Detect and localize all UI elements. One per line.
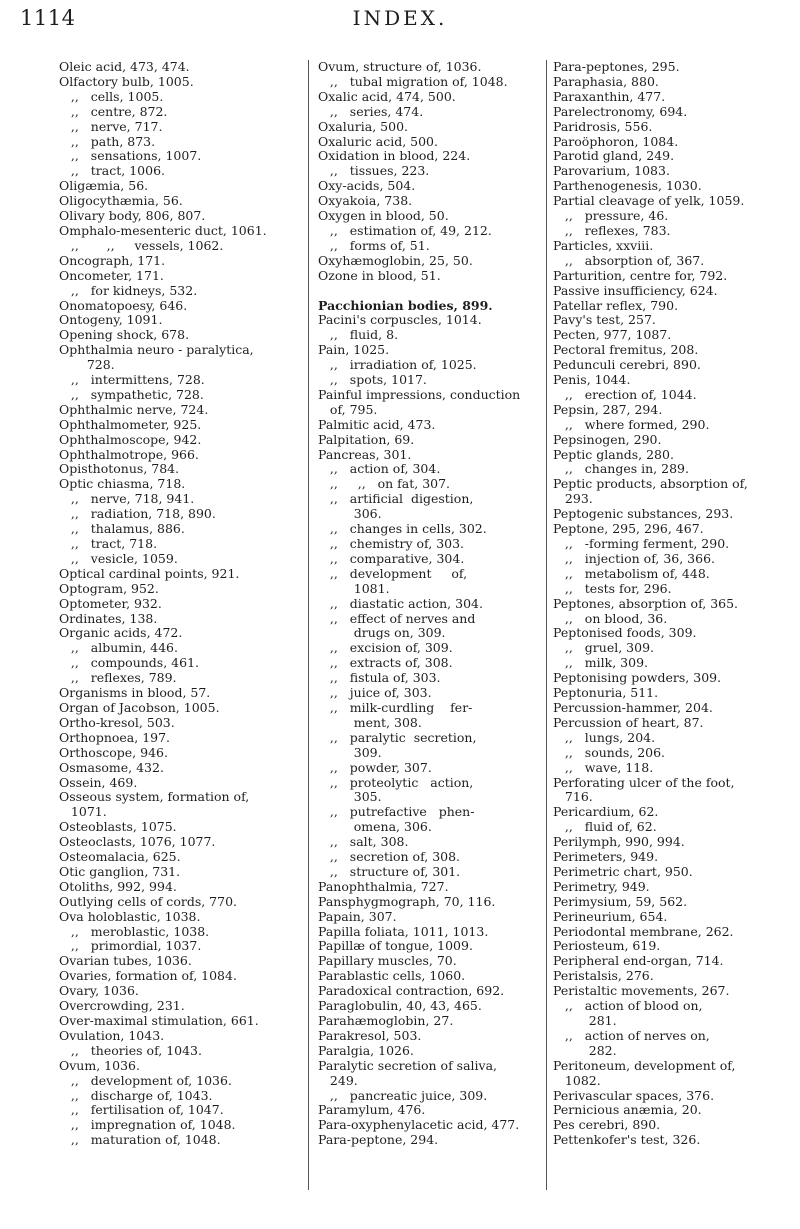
index-entry: Paradoxical contraction, 692. — [318, 983, 505, 999]
index-entry: ,, reflexes, 789. — [59, 670, 177, 686]
index-entry: Peptic products, absorption of, — [553, 476, 748, 492]
index-entry: ,, compounds, 461. — [59, 655, 199, 671]
index-entry: ,, artificial digestion, — [318, 491, 474, 507]
index-entry: Perforating ulcer of the foot, — [553, 774, 735, 790]
index-entry: ,, diastatic action, 304. — [318, 595, 483, 611]
index-entry: ,, impregnation of, 1048. — [59, 1117, 236, 1133]
index-entry: Oncometer, 171. — [59, 267, 164, 283]
index-entry: Optical cardinal points, 921. — [59, 565, 240, 581]
index-entry: Oxygen in blood, 50. — [318, 208, 449, 224]
index-entry: Pansphygmograph, 70, 116. — [318, 893, 496, 909]
index-entry: 309. — [318, 744, 382, 760]
index-entry: ,, gruel, 309. — [553, 640, 654, 656]
index-entry: Perineurium, 654. — [553, 908, 668, 924]
index-entry: ,, tubal migration of, 1048. — [318, 73, 508, 89]
index-entry: Pepsin, 287, 294. — [553, 401, 663, 417]
index-entry: Peripheral end-organ, 714. — [553, 953, 724, 969]
index-column-2 — [308, 60, 568, 1190]
index-entry: Pericardium, 62. — [553, 804, 659, 820]
index-entry: Overcrowding, 231. — [59, 998, 185, 1014]
index-entry: Oxyhæmoglobin, 25, 50. — [318, 252, 473, 268]
index-entry: ,, proteolytic action, — [318, 774, 474, 790]
index-entry: Optogram, 952. — [59, 580, 159, 596]
index-entry: Papillary muscles, 70. — [318, 953, 457, 969]
index-entry: Peptic glands, 280. — [553, 446, 674, 462]
index-entry: ,, extracts of, 308. — [318, 655, 453, 671]
index-entry: Percussion of heart, 87. — [553, 714, 704, 730]
index-entry: Olivary body, 806, 807. — [59, 208, 206, 224]
index-entry: ,, structure of, 301. — [318, 863, 461, 879]
index-entry: Patellar reflex, 790. — [553, 297, 679, 313]
index-entry: Opisthotonus, 784. — [59, 461, 180, 477]
index-entry: ,, paralytic secretion, — [318, 729, 477, 745]
index-entry: Paralytic secretion of saliva, — [318, 1057, 498, 1073]
index-entry: ,, discharge of, 1043. — [59, 1087, 213, 1103]
index-entry: ,, injection of, 36, 366. — [553, 550, 716, 566]
index-entry: Ozone in blood, 51. — [318, 267, 441, 283]
index-entry: Pedunculi cerebri, 890. — [553, 357, 701, 373]
index-entry: ,, pancreatic juice, 309. — [318, 1087, 488, 1103]
index-entry: Parthenogenesis, 1030. — [553, 178, 702, 194]
index-entry: Paraglobulin, 40, 43, 465. — [318, 998, 482, 1014]
index-entry: Peptone, 295, 296, 467. — [553, 521, 704, 537]
index-entry: ,, sounds, 206. — [553, 744, 666, 760]
index-entry: Omphalo-mesenteric duct, 1061. — [59, 222, 267, 238]
index-entry: Osteoclasts, 1076, 1077. — [59, 834, 216, 850]
index-entry: ,, milk, 309. — [553, 655, 648, 671]
index-entry: ,, changes in, 289. — [553, 461, 689, 477]
index-entry: ,, centre, 872. — [59, 103, 168, 119]
index-entry: Para-oxyphenylacetic acid, 477. — [318, 1117, 520, 1133]
index-entry: ,, estimation of, 49, 212. — [318, 222, 492, 238]
index-entry: ,, milk-curdling fer- — [318, 699, 473, 715]
index-entry: ,, action of nerves on, — [553, 1027, 710, 1043]
index-entry: ,, meroblastic, 1038. — [59, 923, 210, 939]
index-entry: Ova holoblastic, 1038. — [59, 908, 201, 924]
index-entry: Oxalic acid, 474, 500. — [318, 88, 456, 104]
index-entry: 282. — [553, 1042, 617, 1058]
index-entry: Palmitic acid, 473. — [318, 416, 436, 432]
index-entry: ,, comparative, 304. — [318, 550, 465, 566]
index-entry: ,, maturation of, 1048. — [59, 1132, 221, 1148]
index-entry: Panophthalmia, 727. — [318, 878, 449, 894]
index-entry: Percussion-hammer, 204. — [553, 699, 713, 715]
index-entry: ,, radiation, 718, 890. — [59, 506, 216, 522]
index-entry: Perimysium, 59, 562. — [553, 893, 688, 909]
index-entry: Pain, 1025. — [318, 342, 390, 358]
index-entry: Oligæmia, 56. — [59, 178, 149, 194]
index-entry: ,, erection of, 1044. — [553, 386, 697, 402]
index-entry: ,, ,, on fat, 307. — [318, 476, 451, 492]
index-entry: Over-maximal stimulation, 661. — [59, 1013, 259, 1028]
index-entry: Oligocythæmia, 56. — [59, 193, 183, 209]
index-entry: ,, for kidneys, 532. — [59, 282, 198, 298]
index-entry: Perimetric chart, 950. — [553, 863, 693, 879]
index-entry: Parahæmoglobin, 27. — [318, 1013, 454, 1028]
index-entry: Paramylum, 476. — [318, 1102, 426, 1118]
index-entry — [318, 284, 568, 299]
running-title: INDEX. — [352, 6, 448, 30]
index-entry: Pecten, 977, 1087. — [553, 327, 672, 343]
index-entry: ,, powder, 307. — [318, 759, 432, 775]
index-entry: ,, -forming ferment, 290. — [553, 536, 730, 551]
index-entry: ,, primordial, 1037. — [59, 938, 202, 954]
index-entry: ,, nerve, 717. — [59, 118, 163, 134]
index-entry: Oncograph, 171. — [59, 252, 166, 268]
index-entry: Paraphasia, 880. — [553, 73, 659, 89]
index-entry: ,, fluid, 8. — [318, 327, 399, 343]
index-entry: Perivascular spaces, 376. — [553, 1087, 715, 1103]
page-header — [0, 4, 800, 44]
index-entry: Particles, xxviii. — [553, 237, 654, 253]
index-entry: Parovarium, 1083. — [553, 163, 670, 179]
index-entry: Osteomalacia, 625. — [59, 849, 181, 865]
index-entry: 306. — [318, 506, 382, 522]
index-entry: Parelectronomy, 694. — [553, 103, 688, 119]
index-entry: ,, irradiation of, 1025. — [318, 357, 477, 373]
index-entry: Ovulation, 1043. — [59, 1027, 165, 1043]
index-entry: ,, secretion of, 308. — [318, 849, 461, 865]
index-entry: ,, sympathetic, 728. — [59, 386, 204, 402]
index-entry: 1081. — [318, 580, 390, 596]
index-entry: Paraxanthin, 477. — [553, 88, 666, 104]
index-entry: Perimetry, 949. — [553, 878, 650, 894]
index-column-1 — [59, 60, 344, 1148]
index-entry: Ortho-kresol, 503. — [59, 714, 175, 730]
index-entry: Penis, 1044. — [553, 372, 631, 388]
index-entry: 728. — [59, 357, 115, 373]
index-entry: ,, changes in cells, 302. — [318, 521, 487, 537]
index-entry: Parturition, centre for, 792. — [553, 267, 728, 283]
index-entry: Parablastic cells, 1060. — [318, 968, 466, 984]
index-entry: Oxidation in blood, 224. — [318, 148, 471, 164]
index-entry: Optometer, 932. — [59, 595, 162, 611]
index-entry: ,, tract, 1006. — [59, 163, 165, 179]
index-entry: Optic chiasma, 718. — [59, 476, 186, 492]
index-entry: Parakresol, 503. — [318, 1027, 422, 1043]
index-entry: ,, reflexes, 783. — [553, 222, 671, 238]
index-entry: Peristalsis, 276. — [553, 968, 654, 984]
index-entry: ,, wave, 118. — [553, 759, 654, 775]
index-entry: ,, development of, — [318, 565, 468, 581]
index-entry: Paroöphoron, 1084. — [553, 133, 679, 149]
index-entry: Papilla foliata, 1011, 1013. — [318, 923, 489, 939]
index-entry: ,, tissues, 223. — [318, 163, 430, 179]
index-entry: Peptonuria, 511. — [553, 685, 659, 701]
index-entry: Peristaltic movements, 267. — [553, 983, 730, 999]
index-entry: ,, fluid of, 62. — [553, 819, 657, 835]
index-entry: ,, salt, 308. — [318, 834, 409, 850]
index-entry: ,, fertilisation of, 1047. — [59, 1102, 224, 1118]
index-entry: ,, albumin, 446. — [59, 640, 178, 656]
index-entry: Partial cleavage of yelk, 1059. — [553, 193, 745, 209]
index-entry: ,, on blood, 36. — [553, 610, 668, 626]
index-entry: Osmasome, 432. — [59, 759, 164, 775]
index-entry: Peptonising powders, 309. — [553, 670, 722, 686]
index-entry: ,, putrefactive phen- — [318, 804, 475, 820]
index-entry: Papain, 307. — [318, 908, 397, 924]
index-entry: ,, juice of, 303. — [318, 685, 432, 701]
index-entry: ,, lungs, 204. — [553, 729, 656, 745]
index-entry: 249. — [318, 1072, 358, 1088]
index-entry: ,, path, 873. — [59, 133, 156, 149]
index-entry: ,, spots, 1017. — [318, 372, 427, 388]
index-entry: Peritoneum, development of, — [553, 1057, 736, 1073]
index-entry: ,, fistula of, 303. — [318, 670, 441, 686]
index-entry: Orthopnoea, 197. — [59, 729, 171, 745]
index-entry: Oxaluria, 500. — [318, 118, 409, 134]
index-entry: Ontogeny, 1091. — [59, 312, 163, 328]
index-entry: Opening shock, 678. — [59, 327, 190, 343]
index-entry: ,, action of, 304. — [318, 461, 441, 477]
index-entry: ,, pressure, 46. — [553, 208, 669, 224]
index-entry: 305. — [318, 789, 382, 805]
index-entry: Oxy-acids, 504. — [318, 178, 416, 194]
index-entry: omena, 306. — [318, 819, 432, 835]
index-entry: Otic ganglion, 731. — [59, 863, 181, 879]
index-entry: Organ of Jacobson, 1005. — [59, 699, 220, 715]
index-column-3 — [546, 60, 797, 1190]
index-entry: Oxaluric acid, 500. — [318, 133, 438, 149]
index-entry: Ophthalmic nerve, 724. — [59, 401, 209, 417]
index-entry: Ossein, 469. — [59, 774, 138, 790]
index-entry: drugs on, 309. — [318, 625, 446, 641]
index-entry: Palpitation, 69. — [318, 431, 415, 447]
index-entry: Pectoral fremitus, 208. — [553, 342, 699, 358]
index-entry: Ovum, structure of, 1036. — [318, 59, 482, 74]
index-entry: Orthoscope, 946. — [59, 744, 168, 760]
index-entry: ,, forms of, 51. — [318, 237, 430, 253]
index-entry: Ophthalmia neuro - paralytica, — [59, 342, 254, 358]
index-entry: Pes cerebri, 890. — [553, 1117, 661, 1133]
index-entry: 1082. — [553, 1072, 601, 1088]
index-entry: Oxyakoia, 738. — [318, 193, 413, 209]
index-entry: ,, thalamus, 886. — [59, 521, 185, 537]
index-entry: Oleic acid, 473, 474. — [59, 59, 190, 74]
index-entry: Ophthalmometer, 925. — [59, 416, 202, 432]
index-entry: Para-peptone, 294. — [318, 1132, 439, 1148]
index-entry: Ovum, 1036. — [59, 1057, 140, 1073]
index-entry: Ovary, 1036. — [59, 983, 139, 999]
index-entry: Ovarian tubes, 1036. — [59, 953, 192, 969]
index-entry: Pacini's corpuscles, 1014. — [318, 312, 482, 328]
index-entry: Ordinates, 138. — [59, 610, 158, 626]
index-entry: ,, ,, vessels, 1062. — [59, 237, 224, 253]
index-entry: ,, where formed, 290. — [553, 416, 710, 432]
index-entry: Olfactory bulb, 1005. — [59, 73, 194, 89]
index-entry: of, 795. — [318, 401, 378, 417]
index-entry: 1071. — [59, 804, 107, 820]
index-entry: Pacchionian bodies, 899. — [318, 297, 493, 313]
index-entry: ,, series, 474. — [318, 103, 424, 119]
index-entry: Ophthalmotrope, 966. — [59, 446, 199, 462]
index-entry: ,, nerve, 718, 941. — [59, 491, 195, 507]
index-entry: ,, tests for, 296. — [553, 580, 672, 596]
index-entry: ,, chemistry of, 303. — [318, 536, 465, 551]
index-entry: 281. — [553, 1013, 617, 1028]
index-entry: ,, development of, 1036. — [59, 1072, 232, 1088]
index-entry: 716. — [553, 789, 593, 805]
index-entry: ,, excision of, 309. — [318, 640, 453, 656]
index-entry: Ophthalmoscope, 942. — [59, 431, 202, 447]
index-entry: Papillæ of tongue, 1009. — [318, 938, 473, 954]
index-entry: ,, effect of nerves and — [318, 610, 476, 626]
index-entry: ,, sensations, 1007. — [59, 148, 202, 164]
index-entry: Passive insufficiency, 624. — [553, 282, 718, 298]
index-entry: Organic acids, 472. — [59, 625, 183, 641]
index-entry: ,, intermittens, 728. — [59, 372, 205, 388]
index-entry: Pancreas, 301. — [318, 446, 412, 462]
index-entry: Peptonised foods, 309. — [553, 625, 697, 641]
index-entry: Pettenkofer's test, 326. — [553, 1132, 701, 1148]
page-number: 1114 — [20, 6, 76, 30]
index-entry: Perilymph, 990, 994. — [553, 834, 685, 850]
index-entry: Onomatopoesy, 646. — [59, 297, 188, 313]
index-entry: Painful impressions, conduction — [318, 386, 521, 402]
index-entry: Organisms in blood, 57. — [59, 685, 211, 701]
index-entry: Pavy's test, 257. — [553, 312, 656, 328]
index-entry: ,, cells, 1005. — [59, 88, 164, 104]
index-entry: Ovaries, formation of, 1084. — [59, 968, 237, 984]
index-entry: Peptogenic substances, 293. — [553, 506, 734, 522]
index-entry: Pepsinogen, 290. — [553, 431, 662, 447]
index-entry: ,, action of blood on, — [553, 998, 703, 1014]
index-entry: Otoliths, 992, 994. — [59, 878, 177, 894]
index-entry: Peptones, absorption of, 365. — [553, 595, 739, 611]
index-entry: Pernicious anæmia, 20. — [553, 1102, 702, 1118]
index-entry: Outlying cells of cords, 770. — [59, 893, 238, 909]
index-entry: Osseous system, formation of, — [59, 789, 250, 805]
index-entry: Periosteum, 619. — [553, 938, 661, 954]
index-entry: Paralgia, 1026. — [318, 1042, 414, 1058]
index-entry: Para-peptones, 295. — [553, 59, 680, 74]
index-entry: ment, 308. — [318, 714, 422, 730]
index-entry: Periodontal membrane, 262. — [553, 923, 734, 939]
index-entry: Paridrosis, 556. — [553, 118, 653, 134]
index-entry: Osteoblasts, 1075. — [59, 819, 177, 835]
index-entry: ,, metabolism of, 448. — [553, 565, 710, 581]
index-entry: 293. — [553, 491, 593, 507]
index-entry: ,, theories of, 1043. — [59, 1042, 202, 1058]
index-entry: ,, vesicle, 1059. — [59, 550, 178, 566]
index-entry: Perimeters, 949. — [553, 849, 659, 865]
index-entry: Parotid gland, 249. — [553, 148, 675, 164]
index-entry: ,, absorption of, 367. — [553, 252, 705, 268]
index-entry: ,, tract, 718. — [59, 536, 158, 551]
